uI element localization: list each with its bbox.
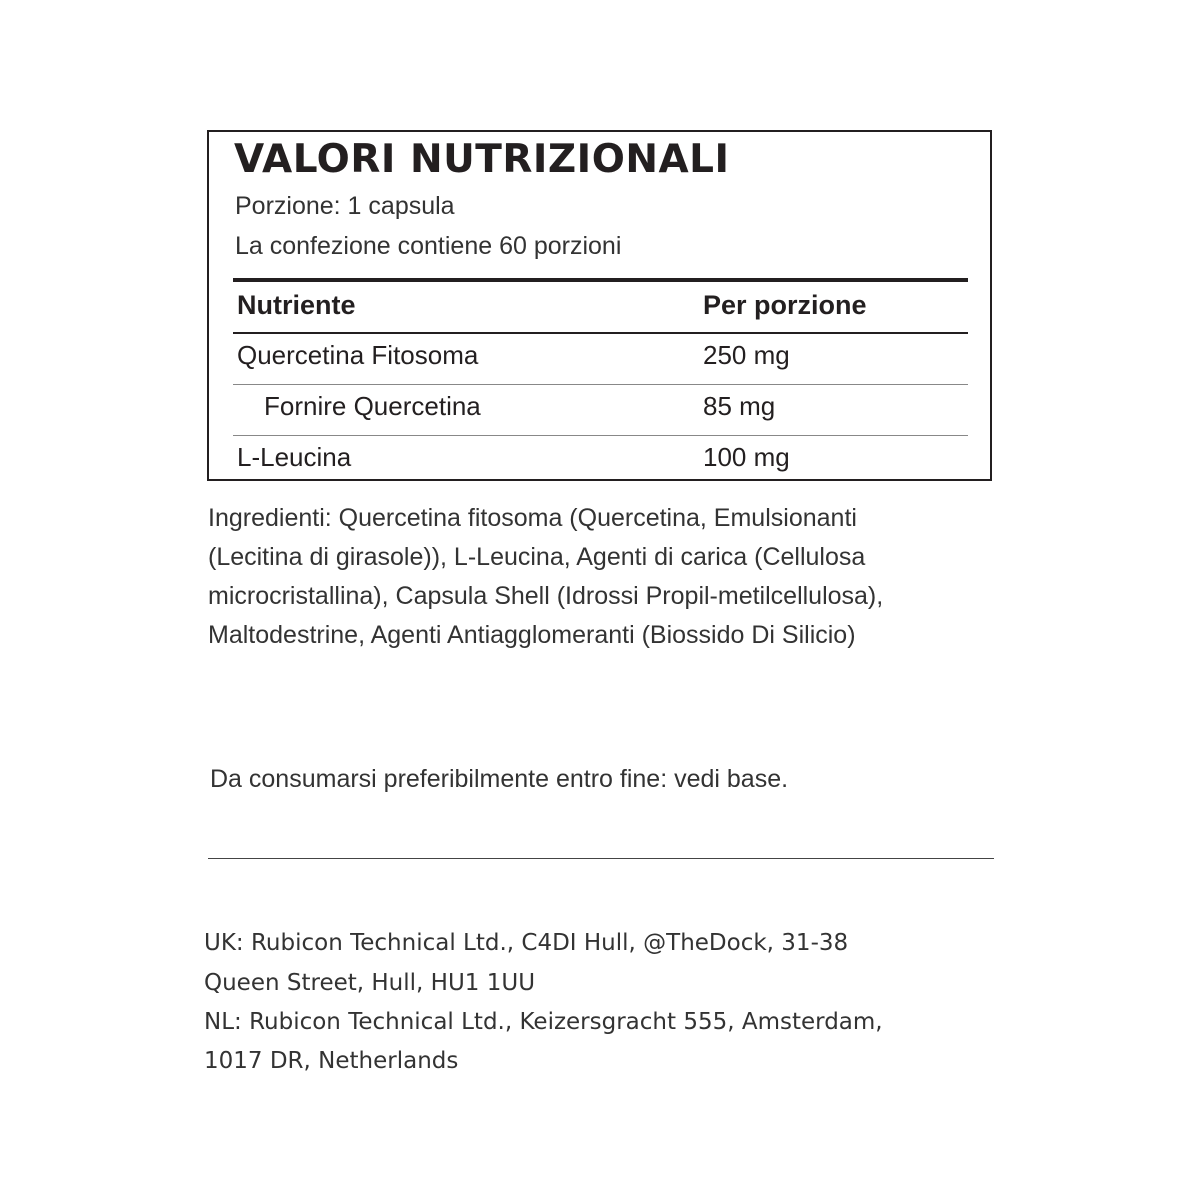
nutrient-column-header: Nutriente: [237, 290, 356, 320]
best-before-text: Da consumarsi preferibilmente entro fine: vedi base.: [210, 765, 789, 793]
address-line: 1017 DR, Netherlands: [204, 1048, 459, 1074]
table-row: [233, 385, 968, 436]
serving-size: Porzione: 1 capsula: [235, 192, 455, 220]
per-serving-column-header: Per porzione: [703, 290, 867, 320]
nutrition-facts-box: [207, 130, 992, 481]
ingredients-line: microcristallina), Capsula Shell (Idrossi Propil-metilcellulosa),: [208, 582, 884, 610]
address-line: UK: Rubicon Technical Ltd., C4DI Hull, @TheDock, 31-38: [204, 930, 849, 956]
table-row: [233, 334, 968, 385]
table-row: [233, 436, 968, 486]
table-header-row: [233, 282, 968, 334]
ingredients-line: Ingredienti: Quercetina fitosoma (Quercetina, Emulsionanti: [208, 504, 857, 532]
ingredients-line: (Lecitina di girasole)), L-Leucina, Agenti di carica (Cellulosa: [208, 543, 866, 571]
ingredients-line: Maltodestrine, Agenti Antiagglomeranti (Biossido Di Silicio): [208, 621, 856, 649]
divider-line: [208, 858, 994, 859]
address-line: NL: Rubicon Technical Ltd., Keizersgracht 555, Amsterdam,: [204, 1009, 883, 1035]
nutrient-value: 250 mg: [703, 340, 790, 370]
address-line: Queen Street, Hull, HU1 1UU: [204, 970, 536, 996]
nutrient-value: 85 mg: [703, 391, 776, 421]
servings-per-container: La confezione contiene 60 porzioni: [235, 232, 622, 260]
nutrient-name: Fornire Quercetina: [264, 391, 481, 421]
ingredients-text: [208, 499, 968, 655]
nutrient-name: L-Leucina: [237, 442, 352, 472]
nutrient-table: [233, 282, 968, 486]
nutrient-value: 100 mg: [703, 442, 790, 472]
nutrient-name: Quercetina Fitosoma: [237, 340, 479, 370]
facts-title: VALORI NUTRIZIONALI: [234, 137, 730, 182]
